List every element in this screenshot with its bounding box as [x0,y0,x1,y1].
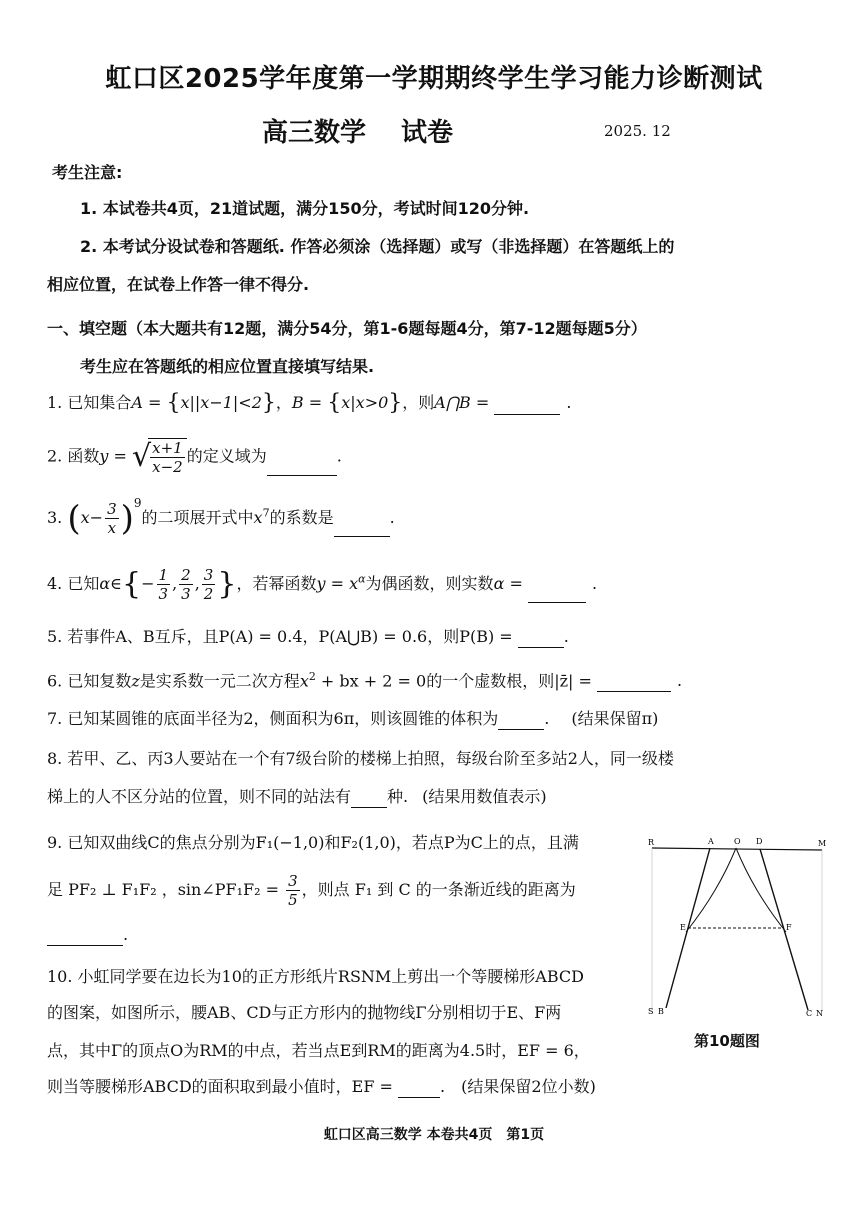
q2-frac-num: x+1 [152,439,183,457]
label-c: C [806,1009,813,1018]
notice-item-2-line-1: 2. 本考试分设试卷和答题纸. 作答必须涂（选择题）或写（非选择题）在答题纸上的 [80,237,675,256]
q1-mid: ， [275,393,292,412]
figure-10-caption: 第10题图 [694,1032,760,1050]
q3-post1: 的二项展开式中 [141,508,254,527]
q6-post: 的一个虚数根，则 [426,671,555,691]
q4-alpha2: α [493,574,505,593]
q4-f3-num: 3 [203,566,214,584]
label-m: M [818,839,827,848]
label-f: F [786,923,792,932]
question-3: 3. (x− $\frac{3}{x}$ )$^9$的二项展开式中$x^7$的系数是 . [47,495,395,539]
q3-exponent: 9 [133,495,142,510]
q4-eq: = [325,574,350,593]
label-d: D [756,837,763,846]
answer-blank[interactable] [528,586,586,603]
q1-pre: 1. 已知集合 [47,393,132,412]
label-n: N [816,1009,823,1018]
q3-pre: 3. [47,508,63,527]
q6-abs: |z̄| = [554,671,598,691]
exam-title: 虹口区2025学年度第一学期期终学生学习能力诊断测试 [105,64,763,94]
q6-sq: 2 [308,670,316,683]
q1-set-b-name: B [291,393,304,412]
question-6 [47,666,682,692]
q3-exp7: 7 [262,506,270,520]
q9-end: . [123,925,129,944]
question-5 [47,626,569,648]
question-8-line-1: 8. 若甲、乙、丙3人要站在一个有7级台阶的楼梯上拍照，每级台阶至多站2人，同一级楼 [47,749,674,768]
question-10-line-3: 点，其中Γ的顶点O为RM的中点，若当点E到RM的距离为4.5时，EF = 6， [47,1041,590,1060]
q9-line2-post: ，则点 F₁ 到 C 的一条渐近线的距离为 [301,880,576,899]
label-r: R [648,838,655,847]
question-7 [47,708,658,730]
q4-end: . [591,574,598,593]
label-a: A [708,837,714,846]
q1-post2: = [470,393,495,412]
q10-note: (结果保留2位小数) [461,1077,596,1096]
answer-blank[interactable] [267,459,337,476]
answer-blank[interactable] [351,791,387,808]
q7-text: 7. 已知某圆锥的底面半径为2，侧面积为6π，则该圆锥的体积为 [47,709,499,728]
q2-post: 的定义域为 [186,446,267,466]
q4-y: y [316,574,326,593]
q9-line2-pre: 足 PF₂ ⊥ F₁F₂ ，sin∠PF₁F₂ = [47,880,285,899]
q10-line4-pre: 则当等腰梯形ABCD的面积取到最小值时，EF = [47,1077,399,1096]
parabola-left [686,848,736,932]
notice-item-2-line-2: 相应位置，在试卷上作答一律不得分. [47,275,310,294]
q9-frac-num: 3 [288,872,298,890]
notice-heading: 考生注意: [52,163,123,182]
q7-end: . [544,709,550,728]
q4-f2-num: 2 [181,566,191,584]
q3-x: x [80,508,90,527]
answer-blank[interactable] [597,675,671,692]
figure-10-diagram [646,832,832,1022]
q6-rest: + bx + 2 = 0 [315,671,427,691]
label-b: B [658,1007,664,1016]
q6-end: . [677,671,683,691]
q3-post2: 的系数是 [269,508,334,527]
section-heading: 一、填空题（本大题共有12题，满分54分，第1-6题每题4分，第7-12题每题5分） [47,319,647,338]
q4-pre: 4. 已知 [47,574,100,593]
q1-set-a: x||x−1|<2 [180,393,262,412]
question-10-line-1: 10. 小虹同学要在边长为10的正方形纸片RSNM上剪出一个等腰梯形ABCD [47,967,584,986]
q2-frac-den: x−2 [152,458,183,476]
q8-line2-post: 种. [387,787,409,806]
question-2: 2. 函数y = √ $\frac{x+1}{x-2}$ 的定义域为 . [47,439,342,476]
q3-xp: x [253,508,263,527]
question-1: 1. 已知集合A = {x||x−1|<2}，B = {x|x>0}，则A⋂B = . [47,390,572,416]
q4-x: x [349,574,359,593]
q4-f1-num: 1 [158,566,169,584]
q4-in: ∈ [110,574,123,593]
question-4: 4. 已知α∈{− $\frac{1}{3}$ , $\frac{2}{3}$ , $\frac{3}{2}$ }，若幂函数$y = x^\alpha$为偶函数，则实数α = . [47,566,598,603]
q4-post1: ，若幂函数 [236,574,317,593]
question-9-line-2 [47,872,576,909]
q8-note: (结果用数值表示) [422,787,547,806]
q4-f2-den: 3 [181,585,191,603]
q5-end: . [563,627,569,646]
q1-post1: ，则 [402,393,435,412]
answer-blank[interactable] [518,631,564,648]
question-8-line-2 [47,786,547,808]
q1-set-a-name: A [131,393,143,412]
q4-post2: 为偶函数，则实数 [365,574,494,593]
answer-blank[interactable] [398,1081,440,1098]
parabola-right [736,848,786,932]
answer-blank[interactable] [498,713,544,730]
q1-eq: = [142,393,167,412]
q6-z: z [131,671,140,691]
answer-blank[interactable] [494,398,560,415]
label-e: E [680,923,686,932]
q10-line4-end: . [440,1077,446,1096]
label-o: O [734,837,741,846]
notice-item-1: 1. 本试卷共4页，21道试题，满分150分，考试时间120分钟. [80,199,530,218]
q2-pre: 2. 函数 [47,446,100,466]
q7-note: (结果保留π) [571,709,659,728]
q1-end: . [566,393,572,412]
q2-end: . [336,446,342,466]
q2-eq: = [108,446,132,466]
exam-date: 2025. 12 [604,122,671,140]
q4-eq2: = [504,574,528,593]
exam-subtitle: 高三数学 试卷 [262,118,454,148]
q4-sup: α [358,572,366,586]
q4-f1-den: 3 [158,585,169,603]
q4-f3-den: 2 [203,585,214,603]
answer-blank[interactable] [47,929,123,946]
q3-end: . [389,508,395,527]
question-9-line-1: 9. 已知双曲线C的焦点分别为F₁(−1,0)和F₂(1,0)，若点P为C上的点，且满 [47,833,579,852]
question-10-line-2: 的图案，如图所示，腰AB、CD与正方形内的抛物线Γ分别相切于E、F两 [47,1003,562,1022]
q4-alpha: α [99,574,111,593]
answer-blank[interactable] [334,520,390,537]
q3-frac-num: 3 [107,500,117,518]
q3-frac-den: x [107,519,117,537]
q6-pre: 6. 已知复数 [47,671,132,691]
q6-mid: 是实系数一元二次方程 [139,671,300,691]
question-10-line-4 [47,1076,596,1098]
q2-y: y [99,446,109,466]
q4-f1-sign: − [141,574,155,593]
q5-text: 5. 若事件A、B互斥，且P(A) = 0.4，P(A⋃B) = 0.6，则P(B) = [47,627,518,646]
q9-frac-den: 5 [288,891,298,909]
q1-set-b: x|x>0 [341,393,389,412]
section-instruction: 考生应在答题纸的相应位置直接填写结果. [80,357,375,376]
q3-minus: − [89,508,104,527]
q1-intersection: A⋂B [434,393,471,412]
label-s: S [648,1007,654,1016]
q6-x: x [299,671,309,691]
question-9-line-3 [47,924,128,946]
page-footer: 虹口区高三数学 本卷共4页 第1页 [323,1127,545,1143]
q8-line2-pre: 梯上的人不区分站的位置，则不同的站法有 [47,787,352,806]
